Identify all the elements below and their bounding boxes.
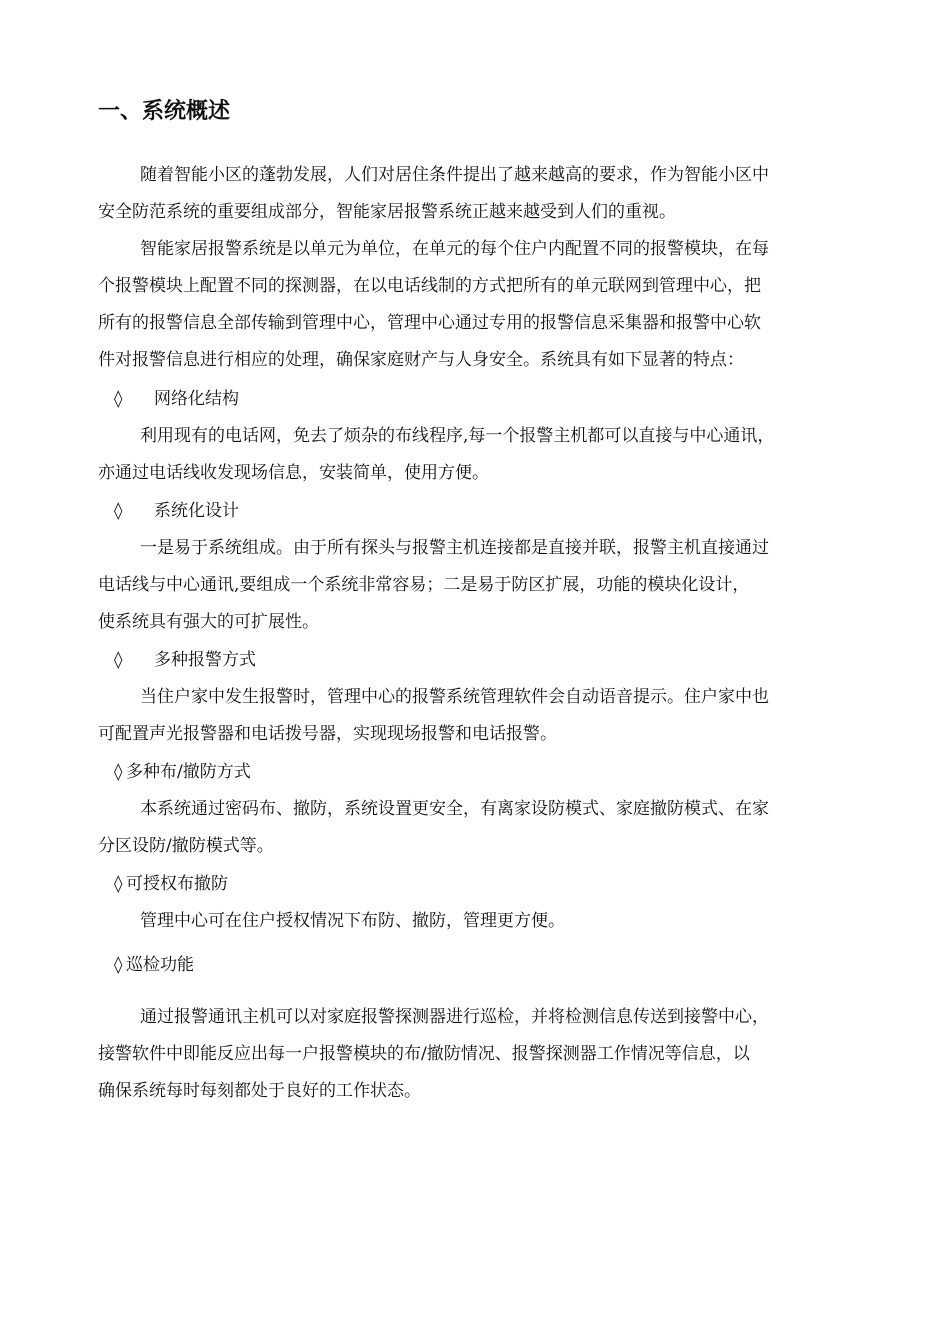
bullet-icon: ◊ — [114, 955, 123, 975]
bullet-icon: ◊ — [114, 874, 123, 894]
intro-p2-line-1: 智能家居报警系统是以单元为单位，在单元的每个住户内配置不同的报警模块，在每 — [140, 239, 769, 259]
feature-line: 利用现有的电话网，免去了烦杂的布线程序,每一个报警主机都可以直接与中心通讯， — [140, 426, 775, 446]
bullet-icon: ◊ — [114, 389, 123, 409]
feature-title: 网络化结构 — [154, 389, 239, 409]
feature-line: 亦通过电话线收发现场信息，安装简单，使用方便。 — [98, 463, 489, 483]
feature-line: 当住户家中发生报警时，管理中心的报警系统管理软件会自动语音提示。住户家中也 — [140, 687, 769, 707]
feature-line: 确保系统每时每刻都处于良好的工作状态。 — [98, 1081, 421, 1101]
bullet-icon: ◊ — [114, 650, 123, 670]
intro-p2-line-2: 个报警模块上配置不同的探测器，在以电话线制的方式把所有的单元联网到管理中心，把 — [98, 276, 761, 296]
feature-title: 系统化设计 — [154, 501, 239, 521]
feature-title: 可授权布撤防 — [126, 874, 228, 894]
feature-line: 管理中心可在住户授权情况下布防、撤防，管理更方便。 — [140, 911, 565, 931]
feature-line: 通过报警通讯主机可以对家庭报警探测器进行巡检，并将检测信息传送到接警中心， — [140, 1007, 769, 1027]
feature-line: 分区设防/撤防模式等。 — [98, 836, 274, 856]
feature-title: 多种报警方式 — [154, 650, 256, 670]
feature-line: 本系统通过密码布、撤防，系统设置更安全，有离家设防模式、家庭撤防模式、在家 — [140, 799, 769, 819]
intro-p2-line-3: 所有的报警信息全部传输到管理中心，管理中心通过专用的报警信息采集器和报警中心软 — [98, 313, 761, 333]
section-heading: 一、系统概述 — [98, 99, 231, 124]
bullet-icon: ◊ — [114, 501, 123, 521]
feature-title: 巡检功能 — [126, 955, 194, 975]
intro-p1-line-2: 安全防范系统的重要组成部分，智能家居报警系统正越来越受到人们的重视。 — [98, 202, 676, 222]
feature-line: 使系统具有强大的可扩展性。 — [98, 612, 319, 632]
feature-line: 可配置声光报警器和电话拨号器，实现现场报警和电话报警。 — [98, 724, 557, 744]
bullet-icon: ◊ — [114, 762, 123, 782]
intro-p1-line-1: 随着智能小区的蓬勃发展，人们对居住条件提出了越来越高的要求，作为智能小区中 — [140, 165, 769, 185]
feature-line: 一是易于系统组成。由于所有探头与报警主机连接都是直接并联，报警主机直接通过 — [140, 538, 769, 558]
feature-line: 接警软件中即能反应出每一户报警模块的布/撤防情况、报警探测器工作情况等信息，以 — [98, 1044, 750, 1064]
intro-p2-line-4: 件对报警信息进行相应的处理，确保家庭财产与人身安全。系统具有如下显著的特点： — [98, 350, 744, 370]
feature-title: 多种布/撤防方式 — [126, 762, 251, 782]
feature-line: 电话线与中心通讯,要组成一个系统非常容易；二是易于防区扩展，功能的模块化设计， — [98, 575, 750, 595]
